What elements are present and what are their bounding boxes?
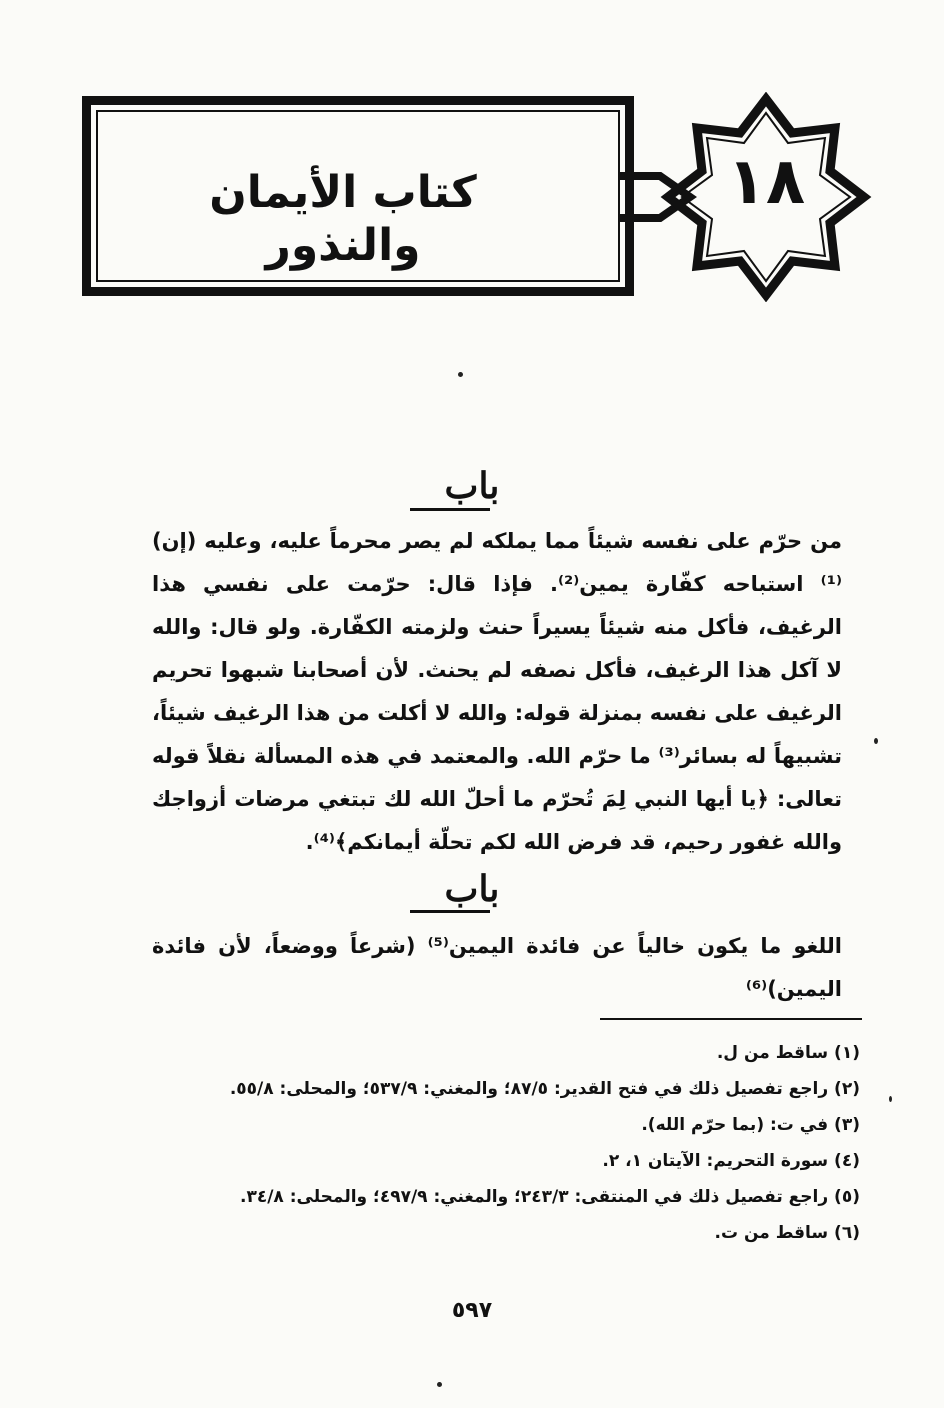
chapter-title-frame (82, 96, 634, 296)
scan-speck (889, 1096, 892, 1102)
page-number: ٥٩٧ (451, 1298, 493, 1323)
section-paragraph: اللغو ما يكون خالياً عن فائدة اليمين⁽⁵⁾ (شرعاً ووضعاً، لأن فائدة اليمين)⁽⁶⁾ (152, 934, 843, 1001)
footnotes-list (160, 1035, 860, 1251)
section-paragraph: من حرّم على نفسه شيئاً مما يملكه لم يصر محرماً عليه، وعليه (إن)⁽¹⁾ استباحه كفّارة يمين⁽²⁾. فإذا قال: حرّمت على نفسي هذا الرغيف، فأكل منه شيئاً يسيراً حنث ولزمته الكفّارة. ولو قال: والله لا آكل هذا الرغيف، فأكل نصفه لم يحنث. لأن أصحابنا شبهوا تحريم الرغيف على نفسه بمنزلة قوله: والله لا أكلت من هذا الرغيف شيئاً، تشبيهاً له بسائر⁽³⁾ ما حرّم الله. والمعتمد في هذه المسألة نقلاً قوله تعالى: ﴿يا أيها النبي لِمَ تُحرّم ما أحلّ الله لك تبتغي مرضات أزواجك والله غفور رحيم، قد فرض الله لكم تحلّة أيمانكم﴾⁽⁴⁾. (152, 529, 842, 854)
scan-speck (437, 1382, 442, 1387)
footnote: (٥) راجع تفصيل ذلك في المنتقى: ٢٤٣/٣؛ والمغني: ٤٩٧/٩؛ والمحلى: ٣٤/٨. (240, 1187, 860, 1207)
section-heading-underline (410, 910, 490, 913)
section-heading: باب (444, 465, 500, 507)
footnote: (١) ساقط من ل. (716, 1043, 860, 1063)
footnote: (٢) راجع تفصيل ذلك في فتح القدير: ٨٧/٥؛ والمغني: ٥٣٧/٩؛ والمحلى: ٥٥/٨. (229, 1079, 860, 1099)
footnote: (٣) في ت: (بما حرّم الله). (641, 1115, 860, 1135)
chapter-number: ١٨ (726, 145, 806, 219)
footnote-separator (600, 1018, 862, 1020)
scan-speck (874, 738, 878, 744)
footnote: (٦) ساقط من ت. (714, 1223, 860, 1243)
scan-speck (458, 372, 463, 377)
section-heading-underline (410, 508, 490, 511)
footnote: (٤) سورة التحريم: الآيتان ١، ٢. (602, 1151, 860, 1171)
section-heading: باب (444, 868, 500, 910)
chapter-title: كتاب الأيمان والنذور (209, 167, 477, 271)
